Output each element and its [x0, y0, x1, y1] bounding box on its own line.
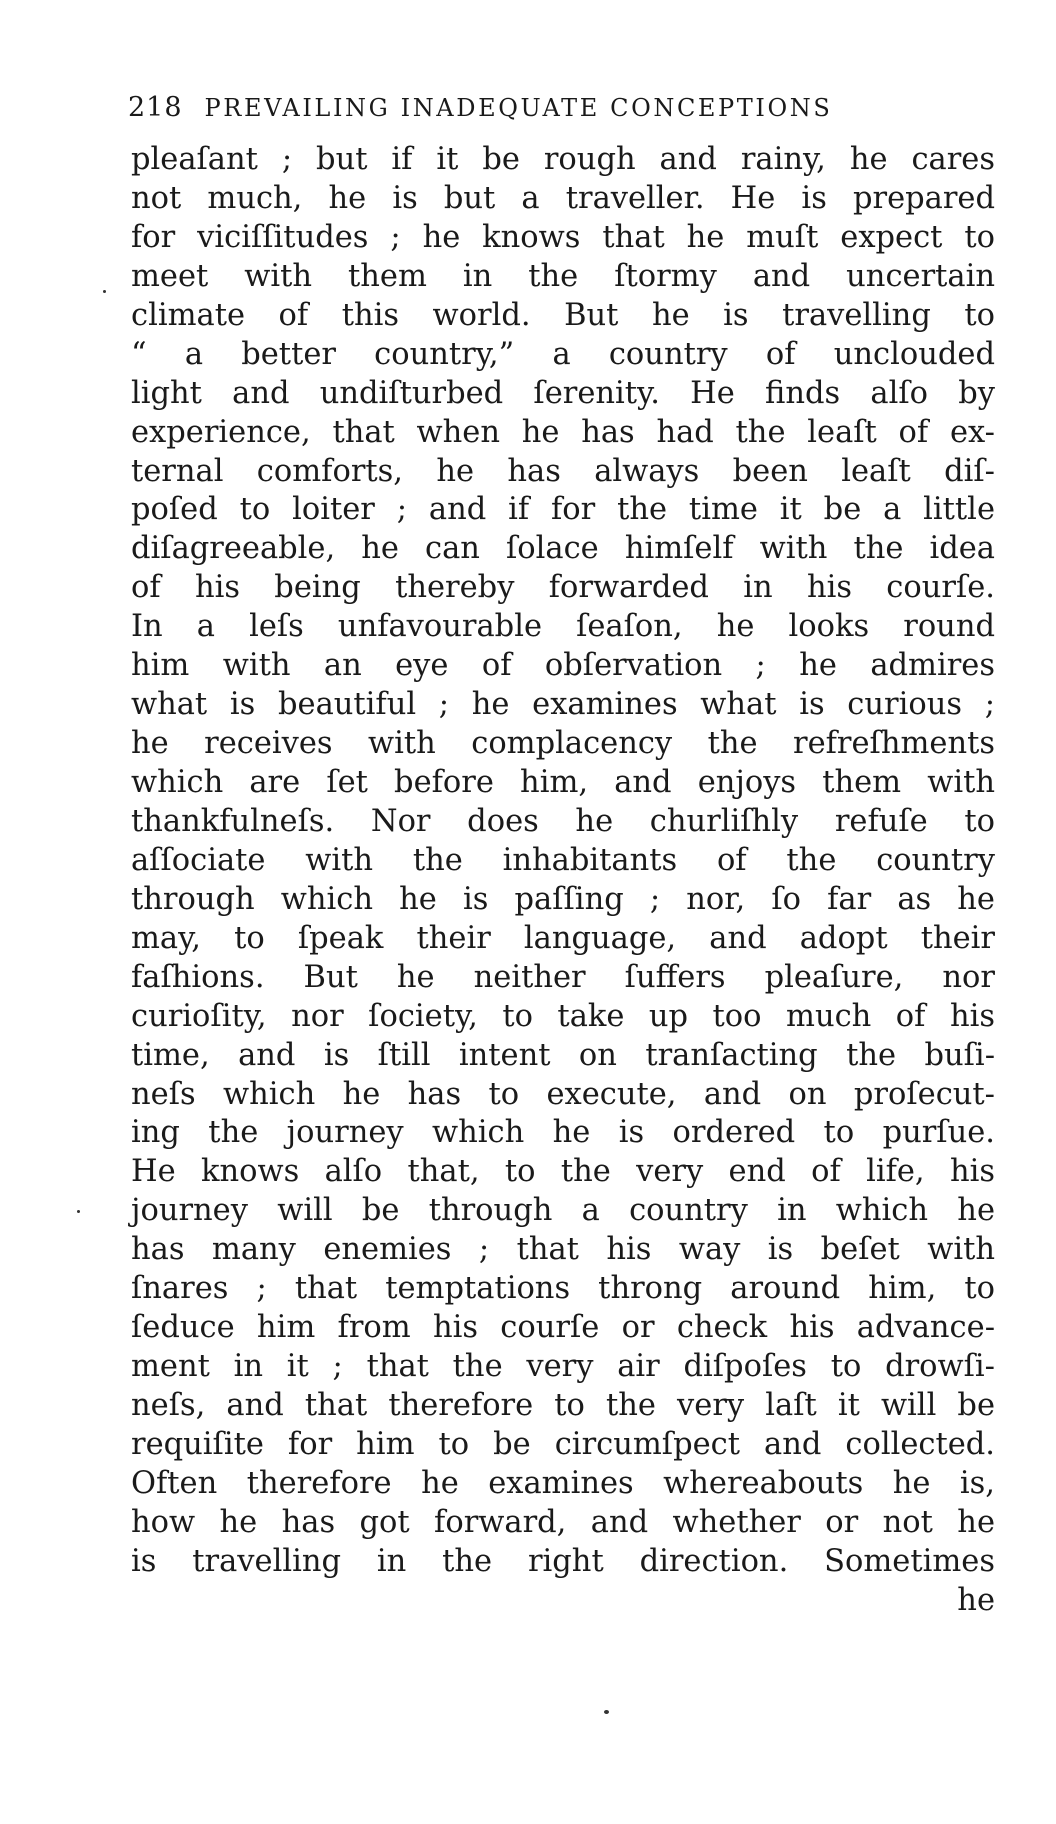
ink-speck [77, 1210, 80, 1213]
text-line: neſs which he has to execute, and on proſecut- [131, 1076, 995, 1112]
body-text [131, 141, 995, 1621]
text-line: how he has got forward, and whether or not he [131, 1504, 995, 1540]
text-line: climate of this world. But he is travelling to [131, 297, 995, 333]
text-line: ing the journey which he is ordered to purſue. [131, 1115, 995, 1151]
text-line: Often therefore he examines whereabouts he is, [131, 1465, 995, 1501]
text-line: light and undiſturbed ſerenity. He finds alſo by [131, 375, 995, 411]
text-line: diſagreeable, he can ſolace himſelf with the idea [131, 531, 995, 567]
text-line: through which he is paſſing ; nor, ſo far as he [131, 881, 995, 917]
text-line: meet with them in the ſtormy and uncertain [131, 258, 995, 294]
text-line: thankfulneſs. Nor does he churliſhly refuſe to [131, 803, 995, 839]
text-line: ſnares ; that temptations throng around him, to [131, 1271, 995, 1307]
text-line: what is beautiful ; he examines what is curious ; [131, 687, 995, 723]
running-head-title: PREVAILING INADEQUATE CONCEPTIONS [204, 94, 833, 122]
text-line: for viciſſitudes ; he knows that he muſt expect to [131, 219, 995, 255]
text-line: neſs, and that therefore to the very laſt it will be [131, 1388, 995, 1423]
text-line: “ a better country,” a country of unclouded [131, 336, 995, 372]
text-line: ſeduce him from his courſe or check his advance- [131, 1310, 995, 1346]
page-number: 218 [128, 92, 183, 123]
text-line: is travelling in the right direction. Sometimes [131, 1543, 995, 1579]
ink-speck [604, 1710, 609, 1714]
text-line: time, and is ſtill intent on tranſacting the buſi- [131, 1037, 995, 1073]
text-line: poſed to loiter ; and if for the time it be a little [131, 492, 995, 528]
text-line: ternal comforts, he has always been leaſt diſ- [131, 453, 995, 489]
text-line: ment in it ; that the very air diſpoſes to drowſi- [131, 1349, 995, 1385]
text-line: He knows alſo that, to the very end of life, his [131, 1154, 995, 1190]
text-line: In a leſs unfavourable ſeaſon, he looks round [131, 609, 995, 645]
text-line: experience, that when he has had the leaſt of ex- [131, 414, 995, 450]
text-line: has many enemies ; that his way is beſet with [131, 1232, 995, 1268]
text-line: not much, he is but a traveller. He is prepared [131, 180, 995, 216]
text-line: curioſity, nor ſociety, to take up too much of his [131, 998, 995, 1034]
text-line: journey will be through a country in which he [131, 1193, 995, 1229]
text-line: which are ſet before him, and enjoys them with [131, 765, 995, 800]
text-line: faſhions. But he neither ſuffers pleaſure, nor [131, 959, 995, 995]
text-line: him with an eye of obſervation ; he admires [131, 648, 995, 684]
text-line: requiſite for him to be circumſpect and collected. [131, 1426, 995, 1462]
running-head [128, 92, 998, 123]
ink-speck [103, 290, 106, 293]
text-line: aſſociate with the inhabitants of the country [131, 842, 995, 878]
catchword: he [957, 1582, 995, 1618]
text-line: pleaſant ; but if it be rough and rainy, he cares [131, 142, 995, 177]
text-line: of his being thereby forwarded in his courſe. [131, 570, 995, 606]
text-line: he receives with complacency the refreſhments [131, 726, 995, 762]
text-line: may, to ſpeak their language, and adopt their [131, 920, 995, 956]
